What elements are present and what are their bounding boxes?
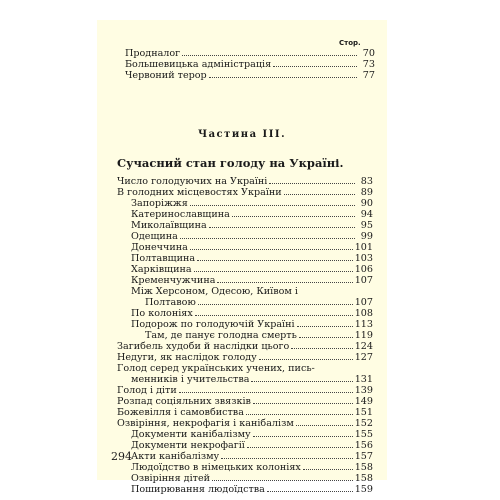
toc-entry-page: 124 bbox=[354, 341, 373, 352]
toc-entry-title: Документи канібалізму bbox=[131, 429, 251, 440]
toc-entry-page: 107 bbox=[354, 275, 373, 286]
toc-entry bbox=[131, 242, 373, 253]
toc-entry bbox=[117, 407, 373, 418]
toc-entry bbox=[131, 275, 373, 286]
toc-entry-page: 127 bbox=[354, 352, 373, 363]
toc-entry-title: Полтавщина bbox=[131, 253, 196, 264]
dot-leader bbox=[253, 436, 353, 437]
toc-entry bbox=[145, 297, 373, 308]
toc-entry bbox=[125, 59, 375, 70]
toc-entry-page: 90 bbox=[360, 198, 373, 209]
toc-entry-page: 107 bbox=[354, 297, 373, 308]
toc-entry bbox=[131, 220, 373, 231]
toc-entry bbox=[131, 484, 373, 495]
toc-entry-title: Одещина bbox=[131, 231, 178, 242]
dot-leader bbox=[297, 326, 353, 327]
toc-entry-page: 158 bbox=[354, 473, 373, 484]
toc-entry-page: 151 bbox=[354, 407, 373, 418]
toc-entry-page: 159 bbox=[354, 484, 373, 495]
toc-entry-title: Людоїдство в німецьких колоніях bbox=[131, 462, 301, 473]
toc-entry bbox=[125, 70, 375, 81]
toc-entry-page: 95 bbox=[360, 220, 373, 231]
book-page bbox=[97, 20, 387, 495]
toc-entry bbox=[131, 231, 373, 242]
toc-entry bbox=[117, 418, 373, 429]
toc-entry bbox=[145, 330, 373, 341]
dot-leader bbox=[296, 425, 353, 426]
toc-entry-page: 77 bbox=[362, 70, 375, 81]
dot-leader bbox=[284, 194, 355, 195]
toc-entry bbox=[131, 253, 373, 264]
dot-leader bbox=[291, 348, 352, 349]
toc-entry-title: Кременчужчина bbox=[131, 275, 216, 286]
dot-leader bbox=[190, 249, 353, 250]
toc-entry-title: Документи некрофагії bbox=[131, 440, 245, 451]
toc-entry bbox=[131, 286, 373, 297]
toc-entry-page: 83 bbox=[360, 176, 373, 187]
dot-leader bbox=[209, 227, 355, 228]
toc-entry-page: 157 bbox=[354, 451, 373, 462]
toc-entry-page: 149 bbox=[354, 396, 373, 407]
toc-entry-title: По колоніях bbox=[131, 308, 193, 319]
toc-entry bbox=[131, 374, 373, 385]
dot-leader bbox=[195, 315, 353, 316]
toc-entry bbox=[117, 176, 373, 187]
toc-entry-title: Поширювання людоїдства bbox=[131, 484, 265, 495]
toc-entry bbox=[125, 48, 375, 59]
toc-entry-title: Число голодуючих на Україні bbox=[117, 176, 268, 187]
toc-entry-page: 131 bbox=[354, 374, 373, 385]
dot-leader bbox=[253, 403, 353, 404]
pages-column-label: Стор. bbox=[339, 39, 361, 47]
toc-entry-title: Загибель худоби й наслідки цього bbox=[117, 341, 290, 352]
toc-entry-page: 94 bbox=[360, 209, 373, 220]
toc-entry bbox=[131, 264, 373, 275]
toc-entry bbox=[117, 187, 373, 198]
toc-entry-page: 119 bbox=[354, 330, 373, 341]
toc-entry-title: В голодних місцевостях України bbox=[117, 187, 282, 198]
dot-leader bbox=[273, 66, 357, 67]
toc-entry-title: Акти канібалізму bbox=[131, 451, 220, 462]
toc-entry-title: менників і учительства bbox=[131, 374, 250, 385]
dot-leader bbox=[247, 447, 353, 448]
toc-entry-title: Озвіріння, некрофагія і канібалізм bbox=[117, 418, 294, 429]
toc-entry-page: 89 bbox=[360, 187, 373, 198]
section-title: Сучасний стан голоду на Україні. bbox=[117, 156, 344, 170]
toc-entry bbox=[131, 451, 373, 462]
toc-entry bbox=[117, 363, 373, 374]
toc-entry bbox=[117, 385, 373, 396]
toc-entry-title: Подорож по голодуючій Україні bbox=[131, 319, 295, 330]
dot-leader bbox=[246, 414, 353, 415]
dot-leader bbox=[190, 205, 355, 206]
toc-entry bbox=[131, 308, 373, 319]
toc-entry bbox=[131, 209, 373, 220]
dot-leader bbox=[221, 458, 352, 459]
toc-entry-page: 70 bbox=[362, 48, 375, 59]
toc-entry bbox=[131, 440, 373, 451]
toc-entry-title: Недуги, як наслідок голоду bbox=[117, 352, 257, 363]
dot-leader bbox=[259, 359, 353, 360]
toc-entry-title: Розпад соціяльних звязків bbox=[117, 396, 251, 407]
toc-entry-title: Червоний терор bbox=[125, 70, 207, 81]
toc-entry bbox=[131, 198, 373, 209]
toc-entry-title: Большевицька адміністрація bbox=[125, 59, 272, 70]
dot-leader bbox=[197, 260, 353, 261]
dot-leader bbox=[267, 491, 353, 492]
toc-entry-page: 113 bbox=[354, 319, 373, 330]
dot-leader bbox=[232, 216, 355, 217]
part-title: Частина III. bbox=[197, 129, 287, 140]
dot-leader bbox=[209, 77, 357, 78]
dot-leader bbox=[269, 183, 355, 184]
toc-entry-page: 103 bbox=[354, 253, 373, 264]
dot-leader bbox=[180, 238, 355, 239]
toc-entry-page: 106 bbox=[354, 264, 373, 275]
toc-entry bbox=[117, 352, 373, 363]
dot-leader bbox=[299, 337, 353, 338]
toc-entry-title: Запоріжжя bbox=[131, 198, 188, 209]
toc-entry-title: Миколаївщина bbox=[131, 220, 207, 231]
dot-leader bbox=[212, 480, 353, 481]
dot-leader bbox=[303, 469, 353, 470]
dot-leader bbox=[194, 271, 353, 272]
toc-entry-title: Катеринославщина bbox=[131, 209, 230, 220]
toc-entry-page: 158 bbox=[354, 462, 373, 473]
toc-entry bbox=[131, 429, 373, 440]
toc-entry-title: Донеччина bbox=[131, 242, 188, 253]
toc-entry-title: Озвіріння дітей bbox=[131, 473, 211, 484]
toc-entry-title: Там, де панує голодна смерть bbox=[145, 330, 297, 341]
dot-leader bbox=[198, 304, 353, 305]
page-number: 294 bbox=[111, 450, 132, 463]
toc-entry-title: Полтавою bbox=[145, 297, 196, 308]
toc-entry-page: 139 bbox=[354, 385, 373, 396]
toc-entry-page: 73 bbox=[362, 59, 375, 70]
toc-entry bbox=[131, 319, 373, 330]
toc-entry bbox=[131, 473, 373, 484]
dot-leader bbox=[182, 55, 357, 56]
dot-leader bbox=[179, 392, 353, 393]
toc-entry-title: Продналог bbox=[125, 48, 181, 59]
toc-entry-title: Голод серед українських учених, пись- bbox=[117, 363, 315, 374]
toc-entry-page: 99 bbox=[360, 231, 373, 242]
toc-entry-page: 101 bbox=[354, 242, 373, 253]
toc-entry bbox=[131, 462, 373, 473]
toc-entry-page: 155 bbox=[354, 429, 373, 440]
dot-leader bbox=[251, 381, 352, 382]
toc-entry-page: 152 bbox=[354, 418, 373, 429]
dot-leader bbox=[217, 282, 352, 283]
toc-entry-title: Голод і діти bbox=[117, 385, 177, 396]
toc-entry bbox=[117, 341, 373, 352]
toc-entry bbox=[117, 396, 373, 407]
toc-entry-title: Харківщина bbox=[131, 264, 192, 275]
toc-entry-title: Між Херсоном, Одесою, Київом і bbox=[131, 286, 298, 297]
toc-entry-page: 108 bbox=[354, 308, 373, 319]
toc-entry-title: Божевілля і самовбиства bbox=[117, 407, 244, 418]
toc-entry-page: 156 bbox=[354, 440, 373, 451]
